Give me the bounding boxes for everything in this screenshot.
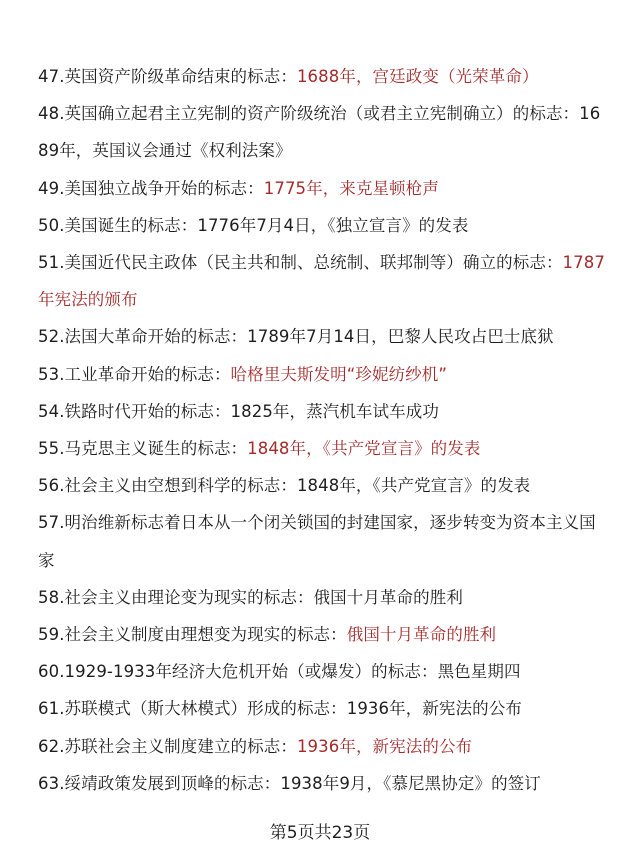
entry-highlight: 1848年，《共产党宣言》的发表 [247, 439, 481, 459]
entry-text: 49.美国独立战争开始的标志： [38, 178, 264, 198]
list-item [38, 616, 608, 653]
list-item [38, 207, 608, 244]
entry-text: 61.苏联模式（斯大林模式）形成的标志：1936年，新宪法的公布 [38, 699, 522, 719]
entry-text: 50.美国诞生的标志：1776年7月4日，《独立宣言》的发表 [38, 215, 469, 235]
entry-list [38, 58, 608, 802]
entry-text: 51.美国近代民主政体（民主共和制、总统制、联邦制等）确立的标志： [38, 253, 563, 273]
entry-highlight: 1775年，来克星顿枪声 [263, 178, 439, 198]
list-item [38, 170, 608, 207]
list-item [38, 95, 608, 169]
entry-text: 54.铁路时代开始的标志：1825年，蒸汽机车试车成功 [38, 401, 439, 421]
entry-text: 47.英国资产阶级革命结束的标志： [38, 67, 297, 86]
entry-text: 55.马克思主义诞生的标志： [38, 439, 248, 459]
entry-text: 52.法国大革命开始的标志：1789年7月14日，巴黎人民攻占巴士底狱 [38, 327, 554, 347]
entry-highlight: 1936年，新宪法的公布 [296, 736, 473, 756]
list-item [38, 467, 608, 504]
list-item [38, 393, 608, 430]
entry-text: 58.社会主义由理论变为现实的标志：俄国十月革命的胜利 [38, 587, 463, 607]
entry-highlight: 1688年，宫廷政变（光荣革命） [296, 67, 539, 86]
list-item [38, 653, 608, 690]
list-item [38, 58, 608, 95]
entry-highlight: 俄国十月革命的胜利 [346, 625, 497, 645]
list-item [38, 690, 608, 727]
entry-text: 59.社会主义制度由理想变为现实的标志： [38, 625, 347, 645]
list-item [38, 356, 608, 393]
list-item [38, 430, 608, 467]
entry-text: 60.1929-1933年经济大危机开始（或爆发）的标志：黑色星期四 [38, 662, 521, 682]
list-item [38, 579, 608, 616]
page-number: 第5页共23页 [269, 823, 371, 843]
entry-text: 53.工业革命开始的标志： [38, 364, 231, 384]
entry-highlight: 哈格里夫斯发明“珍妮纺纱机” [230, 364, 448, 384]
entry-highlight: 1787年宪法的颁布 [38, 253, 605, 310]
list-item [38, 728, 608, 765]
entry-text: 56.社会主义由空想到科学的标志：1848年，《共产党宣言》的发表 [38, 476, 531, 496]
entry-text: 62.苏联社会主义制度建立的标志： [38, 736, 297, 756]
list-item [38, 765, 608, 802]
list-item [38, 318, 608, 355]
list-item [38, 504, 608, 578]
entry-text: 63.绥靖政策发展到顶峰的标志：1938年9月，《慕尼黑协定》的签订 [38, 773, 541, 793]
entry-text: 57.明治维新标志着日本从一个闭关锁国的封建国家，逐步转变为资本主义国家 [38, 513, 596, 570]
list-item [38, 244, 608, 318]
entry-text: 48.英国确立起君主立宪制的资产阶级统治（或君主立宪制确立）的标志：1689年，英国议会通过《权利法案》 [38, 104, 601, 161]
